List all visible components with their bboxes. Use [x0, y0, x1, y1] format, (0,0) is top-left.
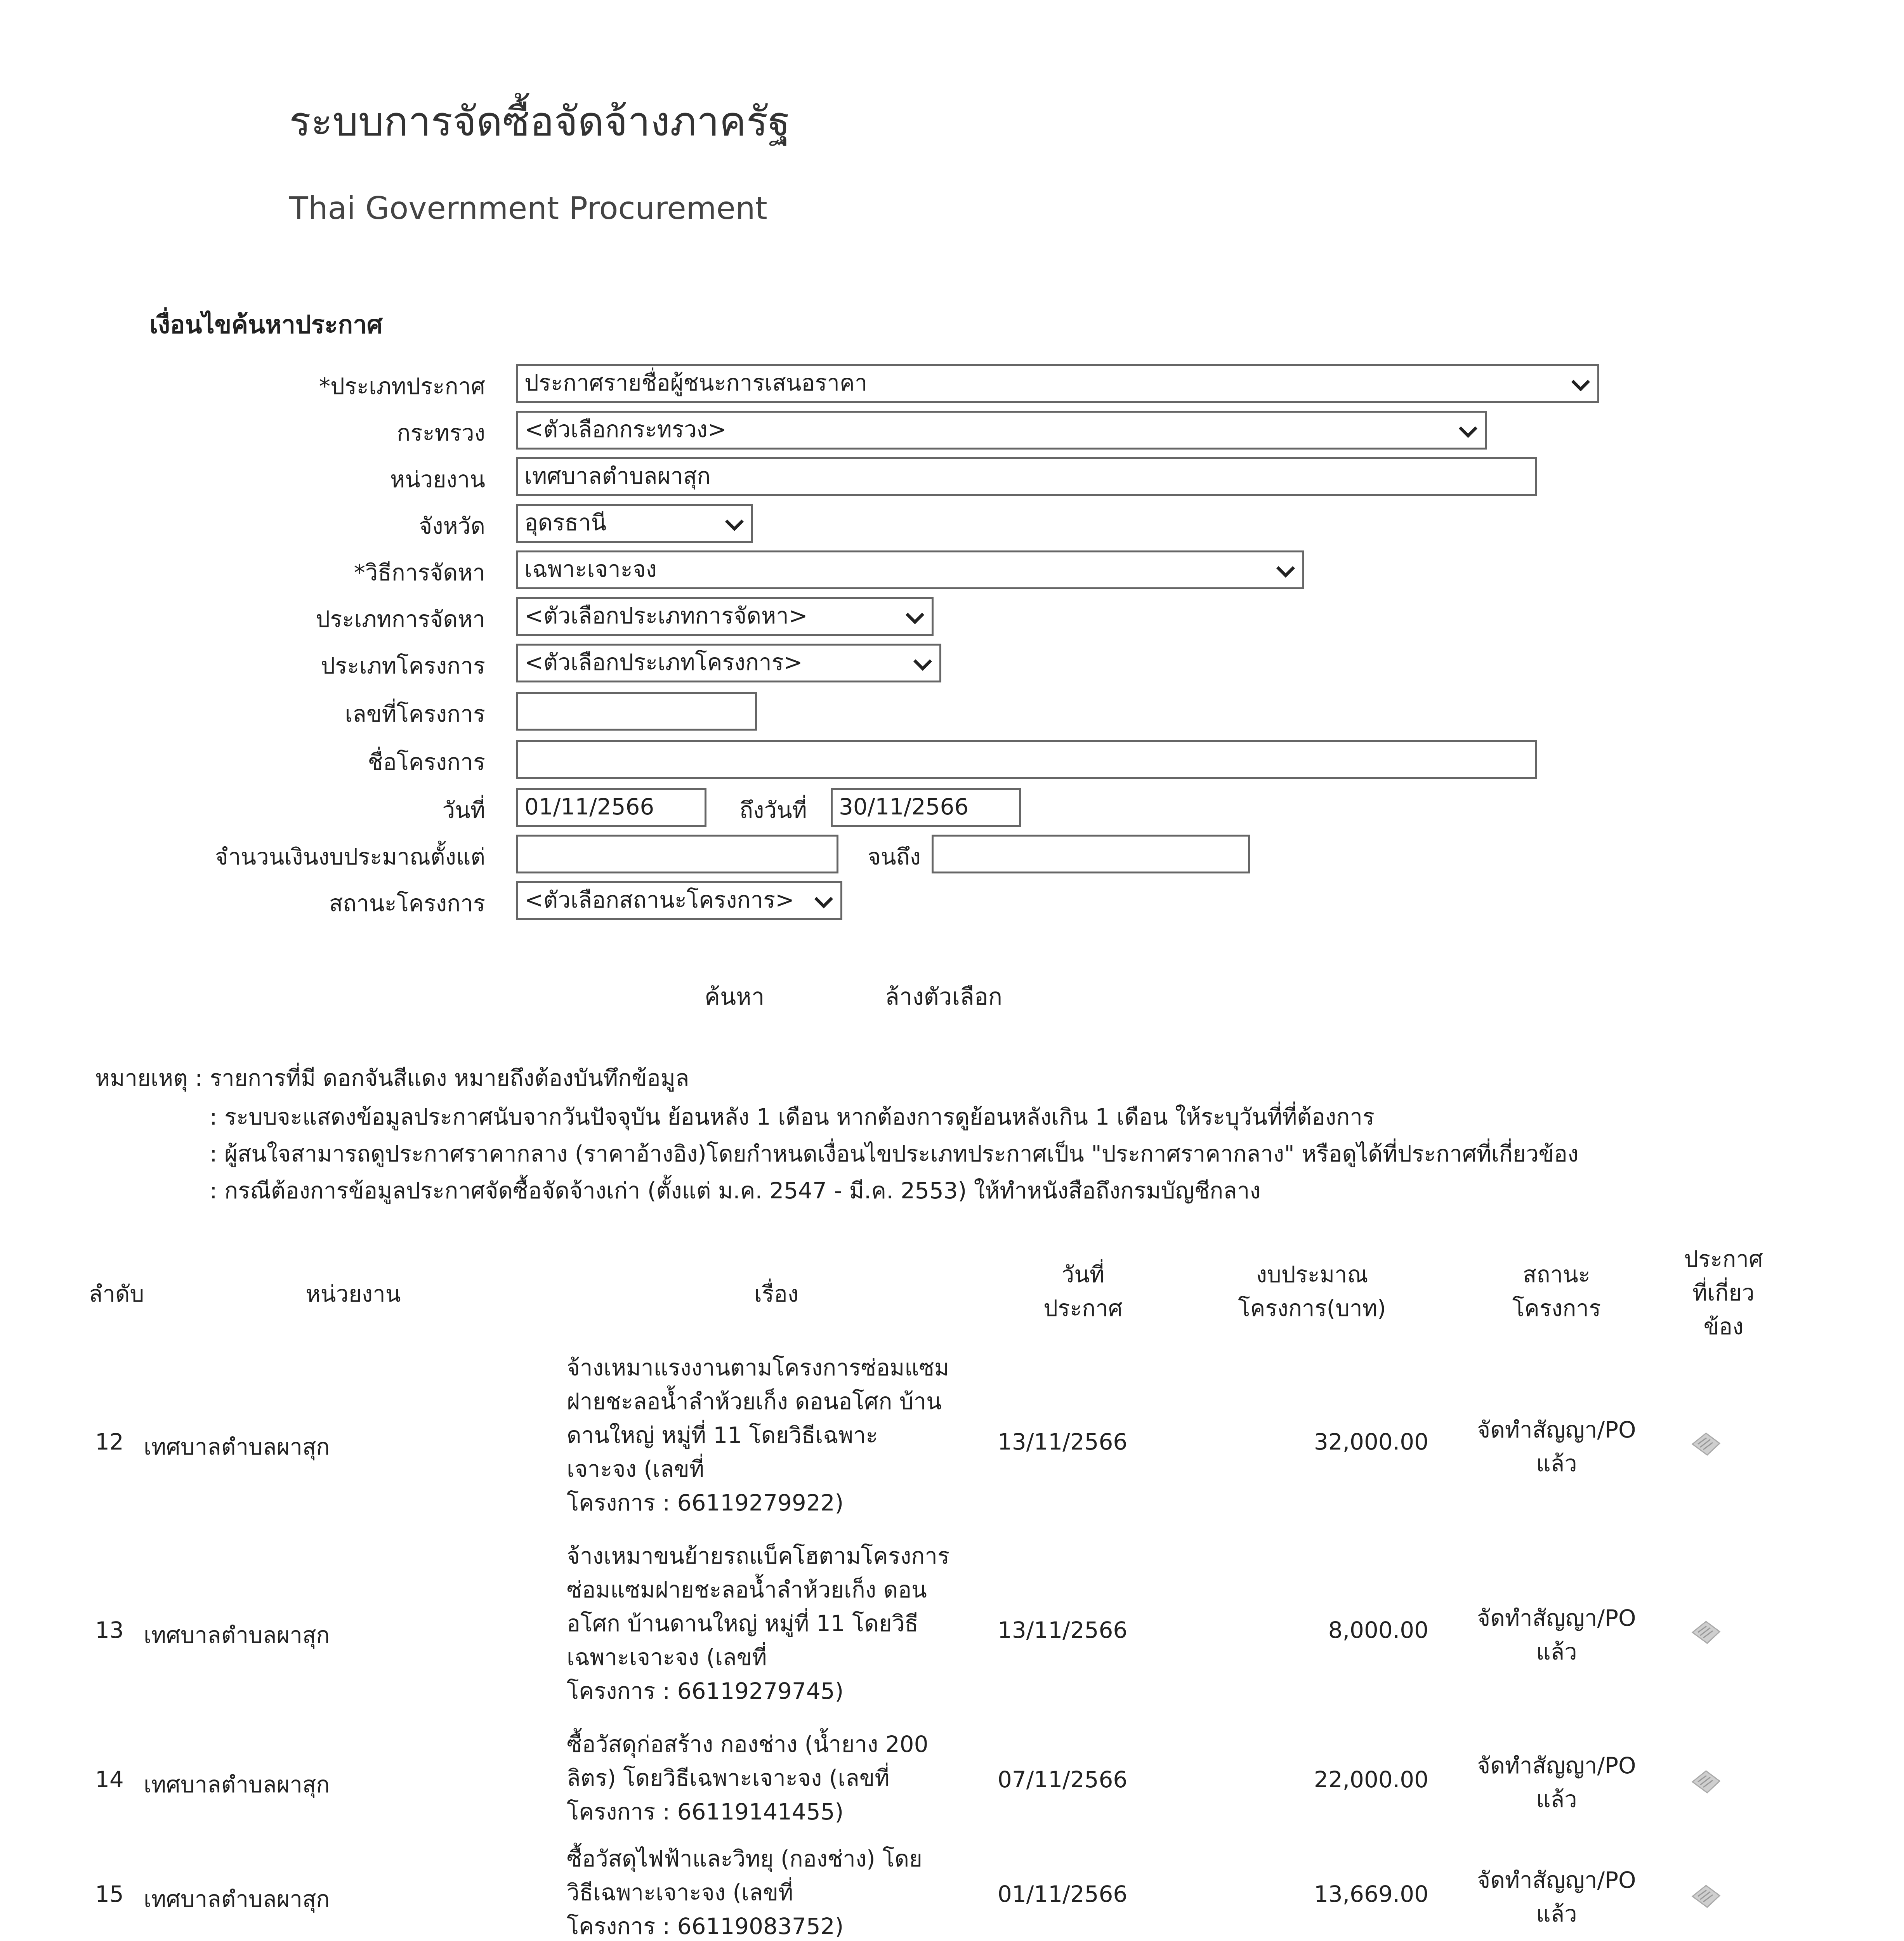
- table-row: [0, 1842, 1904, 1941]
- col-header-subject: เรื่อง: [754, 1281, 799, 1307]
- project-no-input[interactable]: [516, 692, 757, 731]
- note-line-1: หมายเหตุ : รายการที่มี ดอกจันสีแดง หมายถึงต้องบันทึกข้อมูล: [95, 1065, 689, 1091]
- announce-type-select[interactable]: [516, 364, 1599, 403]
- row-status: จัดทำสัญญา/PO แล้ว: [1477, 1752, 1636, 1813]
- project-name-label: ชื่อโครงการ: [368, 749, 485, 775]
- document-icon[interactable]: [1689, 1429, 1723, 1460]
- row-status: จัดทำสัญญา/PO แล้ว: [1477, 1605, 1636, 1665]
- row-agency: เทศบาลตำบลผาสุก: [144, 1886, 330, 1912]
- status-label: สถานะโครงการ: [329, 890, 485, 917]
- row-subject-link[interactable]: จ้างเหมาแรงงานตามโครงการซ่อมแซม ฝายชะลอน้ำลำห้วยเก็ง ดอนอโศก บ้าน ดานใหญ่ หมู่ที่ 11 โดยวิธีเฉพาะ เจาะจง (เลขที่ โครงการ : 66119279922): [567, 1354, 949, 1516]
- chevron-down-icon: [913, 652, 932, 671]
- project-type-label: ประเภทโครงการ: [321, 653, 485, 679]
- row-subject-link[interactable]: ซื้อวัสดุก่อสร้าง กองช่าง (น้ำยาง 200 ลิตร) โดยวิธีเฉพาะเจาะจง (เลขที่ โครงการ : 66119141455): [567, 1731, 929, 1825]
- ministry-select[interactable]: [516, 411, 1487, 450]
- row-budget: 13,669.00: [1314, 1881, 1428, 1907]
- site-title-english: Thai Government Procurement: [289, 190, 767, 226]
- budget-to-input[interactable]: [932, 835, 1250, 873]
- note-line-4: : กรณีต้องการข้อมูลประกาศจัดซื้อจัดจ้างเก่า (ตั้งแต่ ม.ค. 2547 - มี.ค. 2553) ให้ทำหนังสือถึงกรมบัญชีกลาง: [210, 1177, 1261, 1204]
- method-value: เฉพาะเจาะจง: [524, 556, 657, 582]
- status-select[interactable]: [516, 881, 842, 920]
- document-icon[interactable]: [1689, 1617, 1723, 1648]
- note-line-2: : ระบบจะแสดงข้อมูลประกาศนับจากวันปัจจุบัน ย้อนหลัง 1 เดือน หากต้องการดูย้อนหลังเกิน 1 เดือน ให้ระบุวันที่ที่ต้องการ: [210, 1104, 1375, 1130]
- document-icon[interactable]: [1689, 1881, 1723, 1912]
- row-status: จัดทำสัญญา/PO แล้ว: [1477, 1867, 1636, 1927]
- col-header-status: สถานะ โครงการ: [1512, 1261, 1601, 1321]
- announce-type-value: ประกาศรายชื่อผู้ชนะการเสนอราคา: [524, 370, 868, 396]
- col-header-date: วันที่ ประกาศ: [1043, 1261, 1123, 1321]
- row-agency: เทศบาลตำบลผาสุก: [144, 1771, 330, 1798]
- row-agency: เทศบาลตำบลผาสุก: [144, 1434, 330, 1460]
- procure-type-select[interactable]: [516, 597, 934, 636]
- date-to-input[interactable]: [831, 788, 1021, 827]
- project-name-input[interactable]: [516, 740, 1537, 779]
- date-from-input[interactable]: [516, 788, 706, 827]
- date-from-value: 01/11/2566: [524, 793, 654, 820]
- table-row: [0, 1351, 1904, 1533]
- chevron-down-icon: [1276, 559, 1295, 578]
- table-row: [0, 1539, 1904, 1722]
- col-header-no: ลำดับ: [89, 1281, 144, 1307]
- row-date: 01/11/2566: [998, 1881, 1128, 1907]
- row-number: 15: [95, 1881, 124, 1907]
- chevron-down-icon: [814, 890, 833, 908]
- budget-to-label: จนถึง: [868, 844, 921, 870]
- province-label: จังหวัด: [419, 513, 485, 539]
- budget-label: จำนวนเงินงบประมาณตั้งแต่: [215, 844, 485, 870]
- announce-type-label: *ประเภทประกาศ: [319, 373, 485, 399]
- search-button[interactable]: ค้นหา: [705, 983, 765, 1010]
- row-date: 07/11/2566: [998, 1766, 1128, 1793]
- row-budget: 22,000.00: [1314, 1766, 1428, 1793]
- method-select[interactable]: [516, 550, 1304, 589]
- budget-from-input[interactable]: [516, 835, 838, 873]
- row-date: 13/11/2566: [998, 1617, 1128, 1643]
- date-to-value: 30/11/2566: [839, 793, 969, 820]
- document-icon[interactable]: [1689, 1766, 1723, 1797]
- row-subject-link[interactable]: จ้างเหมาขนย้ายรถแบ็คโฮตามโครงการ ซ่อมแซมฝายชะลอน้ำลำห้วยเก็ง ดอน อโศก บ้านดานใหญ่ หมู่ที่ 11 โดยวิธี เฉพาะเจาะจง (เลขที่ โครงการ : 66119279745): [567, 1543, 950, 1704]
- province-select[interactable]: [516, 504, 753, 543]
- procure-type-value: <ตัวเลือกประเภทการจัดหา>: [524, 602, 808, 629]
- clear-button[interactable]: ล้างตัวเลือก: [885, 983, 1003, 1010]
- note-line-3: : ผู้สนใจสามารถดูประกาศราคากลาง (ราคาอ้างอิง)โดยกำหนดเงื่อนไขประเภทประกาศเป็น "ประกาศราคากลาง" หรือดูได้ที่ประกาศที่เกี่ยวข้อง: [210, 1141, 1579, 1167]
- agency-label: หน่วยงาน: [390, 466, 485, 493]
- row-subject-link[interactable]: ซื้อวัสดุไฟฟ้าและวิทยุ (กองช่าง) โดย วิธีเฉพาะเจาะจง (เลขที่ โครงการ : 66119083752): [567, 1846, 923, 1939]
- col-header-related: ประกาศ ที่เกี่ยว ข้อง: [1684, 1246, 1763, 1340]
- status-value: <ตัวเลือกสถานะโครงการ>: [524, 887, 794, 913]
- chevron-down-icon: [906, 606, 924, 624]
- row-budget: 8,000.00: [1328, 1617, 1428, 1643]
- project-type-select[interactable]: [516, 644, 941, 682]
- row-agency: เทศบาลตำบลผาสุก: [144, 1622, 330, 1648]
- col-header-agency: หน่วยงาน: [305, 1281, 401, 1307]
- ministry-value: <ตัวเลือกกระทรวง>: [524, 416, 727, 443]
- row-date: 13/11/2566: [998, 1429, 1128, 1455]
- procure-type-label: ประเภทการจัดหา: [316, 606, 485, 632]
- agency-input[interactable]: [516, 457, 1537, 496]
- date-label: วันที่: [442, 797, 485, 823]
- row-number: 13: [95, 1617, 124, 1643]
- date-to-label: ถึงวันที่: [739, 797, 807, 823]
- row-status: จัดทำสัญญา/PO แล้ว: [1477, 1417, 1636, 1477]
- agency-value: เทศบาลตำบลผาสุก: [524, 463, 711, 489]
- project-type-value: <ตัวเลือกประเภทโครงการ>: [524, 649, 803, 675]
- project-no-label: เลขที่โครงการ: [345, 701, 485, 727]
- ministry-label: กระทรวง: [397, 420, 485, 446]
- row-number: 12: [95, 1429, 124, 1455]
- table-row: [0, 1727, 1904, 1840]
- province-value: อุดรธานี: [524, 509, 607, 536]
- site-title-thai: ระบบการจัดซื้อจัดจ้างภาครัฐ: [289, 98, 790, 145]
- row-number: 14: [95, 1766, 124, 1793]
- chevron-down-icon: [1571, 373, 1590, 391]
- row-budget: 32,000.00: [1314, 1429, 1428, 1455]
- method-label: *วิธีการจัดหา: [354, 559, 485, 586]
- search-section-title: เงื่อนไขค้นหาประกาศ: [149, 311, 383, 339]
- chevron-down-icon: [725, 512, 744, 531]
- col-header-budget: งบประมาณ โครงการ(บาท): [1238, 1261, 1386, 1321]
- chevron-down-icon: [1459, 419, 1477, 438]
